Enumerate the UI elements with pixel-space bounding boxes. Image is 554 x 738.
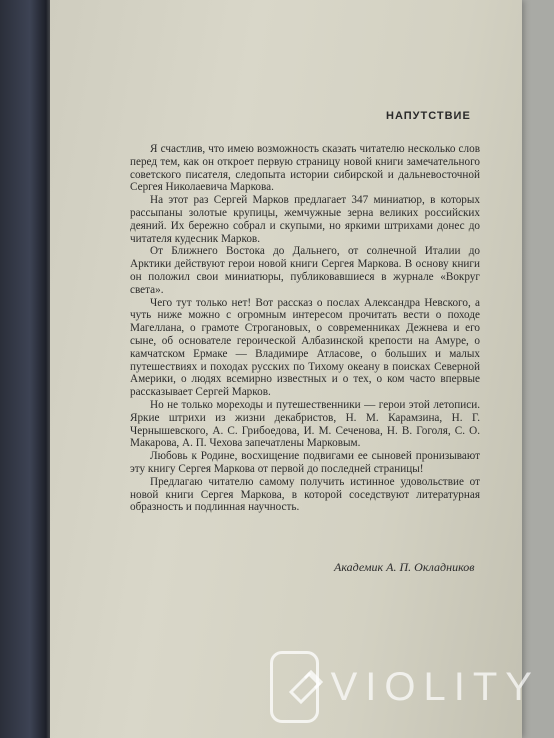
paragraph: Любовь к Родине, восхищение подвигами ее сыновей пронизывают эту книгу Сергея Маркова от первой до последней страницы! xyxy=(130,450,480,475)
watermark xyxy=(270,650,540,724)
hammer-logo-icon xyxy=(270,651,319,723)
watermark-text: VIOLITY xyxy=(330,664,540,709)
paragraph: Предлагаю читателю самому получить истинное удовольствие от новой книги Сергея Маркова, в которой соседствуют литературная образность и подлинная научность. xyxy=(130,475,480,514)
body-text xyxy=(130,143,480,514)
paragraph: Но не только мореходы и путешественники — герои этой летописи. Яркие штрихи из жизни декабристов, Н. М. Карамзина, Н. Г. Чернышевского, А. С. Грибоедова, И. М. Сеченова, Н. В. Гоголя, С. О. Макарова, А. П. Чехова запечатлены Марковым. xyxy=(130,398,480,450)
paragraph: От Ближнего Востока до Дальнего, от солнечной Италии до Арктики действуют герои новой книги Сергея Маркова. В основу книги он положил свои миниатюры, публиковавшиеся в журнале «Вокруг света». xyxy=(130,245,480,296)
page-title: НАПУТСТВИЕ xyxy=(386,110,471,122)
paragraph: Чего тут только нет! Вот рассказ о послах Александра Невского, а чуть ниже можно с огромным интересом прочитать вести о походе Магеллана, о грамоте Строгановых, о современниках Дежнева и его сыне, об основателе героической Албазинской крепости на Амуре, о камчатском Ермаке — Владимире Атласове, о больших и малых путешествиях и походах русских по Тихому океану в поисках Северной Америки, о людях всемирно известных и о тех, о ком часто впервые рассказывает Сергей Марков. xyxy=(130,296,480,399)
book-page xyxy=(50,0,522,738)
signature: Академик А. П. Окладников xyxy=(334,560,475,574)
book-cover-spine xyxy=(0,0,52,738)
paragraph: На этот раз Сергей Марков предлагает 347 миниатюр, в которых рассыпаны золотые крупицы, жемчужные зерна великих российских деяний. Их бережно собрал и скупыми, но яркими штрихами донес до читателя кудесник Марков. xyxy=(130,194,480,245)
paragraph: Я счастлив, что имею возможность сказать читателю несколько слов перед тем, как он откроет первую страницу новой книги замечательного советского писателя, следопыта истории сибирской и дальневосточной Сергея Николаевича Маркова. xyxy=(130,143,480,194)
